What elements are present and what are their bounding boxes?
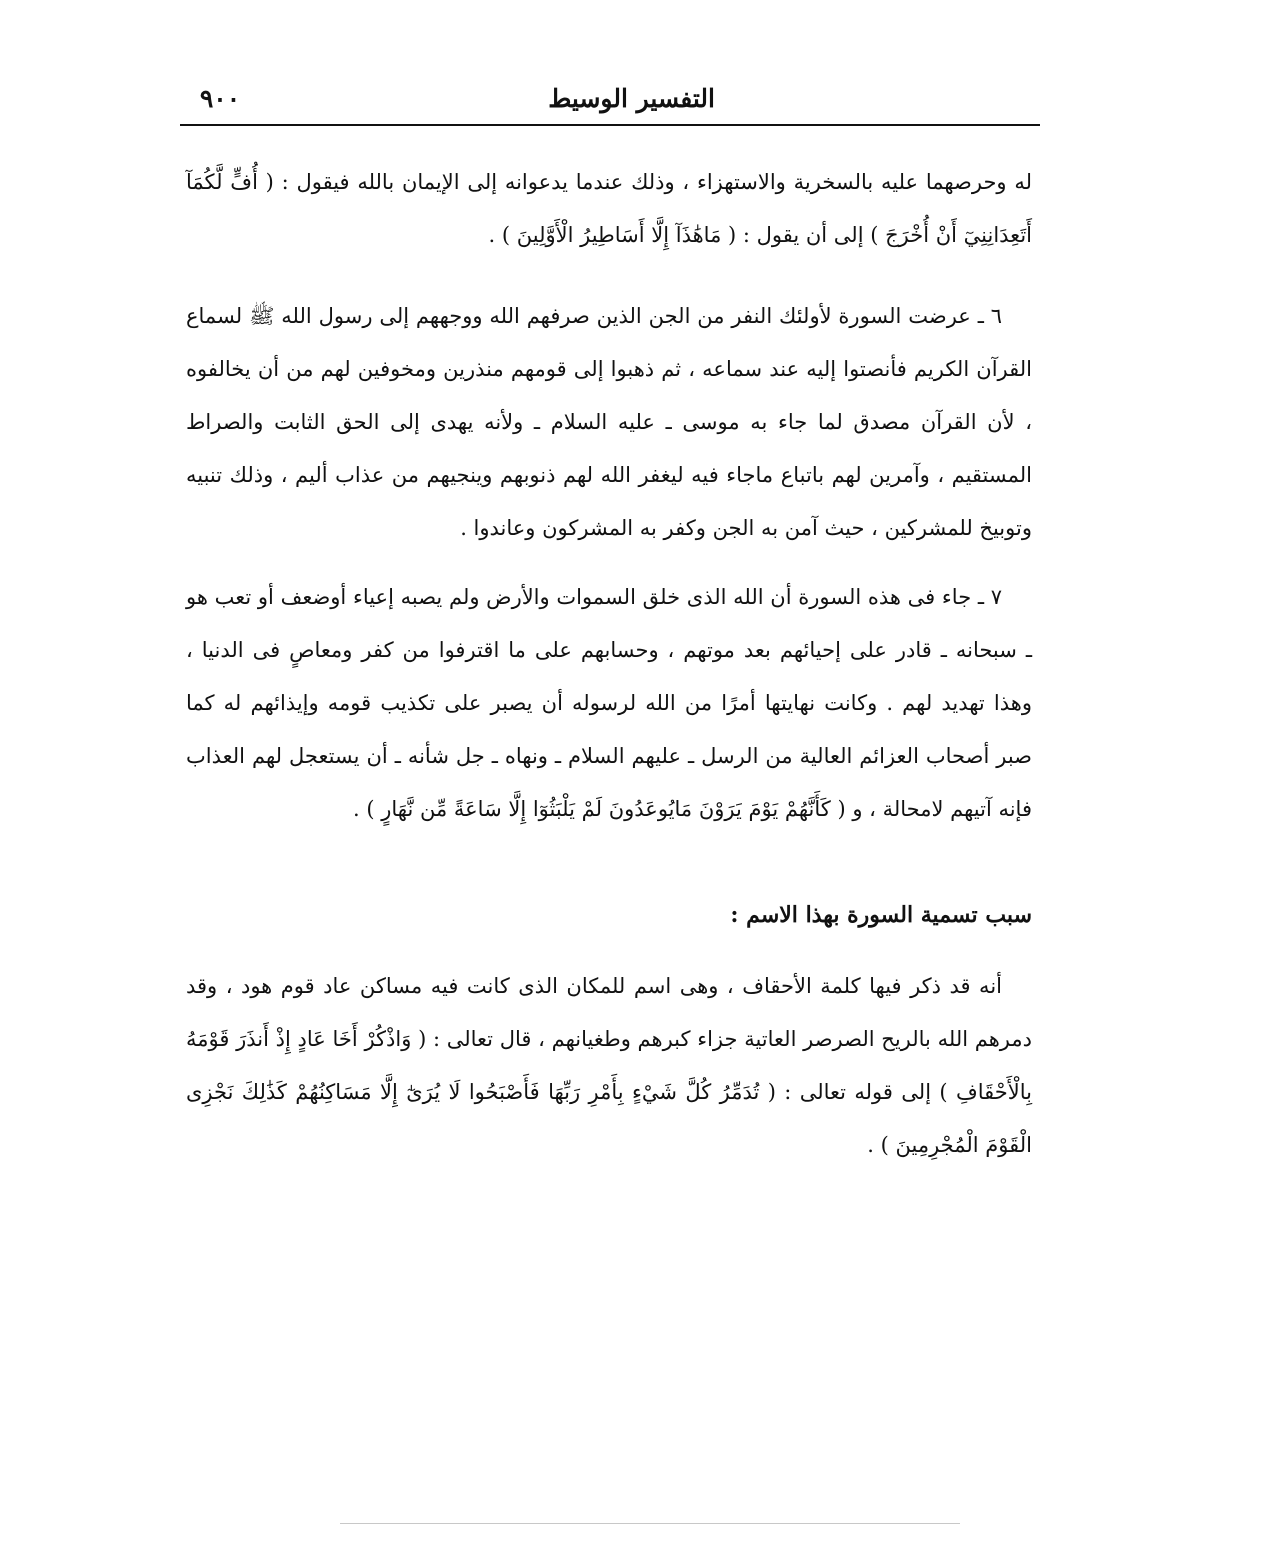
section-heading: سبب تسمية السورة بهذا الاسم : bbox=[730, 902, 1032, 928]
scan-edge-line bbox=[340, 1523, 960, 1524]
paragraph-item-6: ٦ ـ عرضت السورة لأولئك النفر من الجن الذين صرفهم الله ووجههم إلى رسول الله ﷺ لسماع القرآن الكريم فأنصتوا إليه عند سماعه ، ثم ذهبوا إلى قومهم منذرين ومخوفين لهم من أن يخالفوه ، لأن القرآن مصدق لما جاء به موسى ـ عليه السلام ـ ولأنه يهدى إلى الحق الثابت والصراط المستقيم ، وآمرين لهم باتباع ماجاء فيه ليغفر الله لهم ذنوبهم وينجيهم من عذاب أليم ، وذلك تنبيه وتوبيخ للمشركين ، حيث آمن به الجن وكفر به المشركون وعاندوا . bbox=[186, 304, 1032, 540]
page-header bbox=[180, 78, 1040, 124]
header-divider bbox=[180, 124, 1040, 126]
page-number: ٩٠٠ bbox=[199, 84, 241, 113]
naming-paragraph: أنه قد ذكر فيها كلمة الأحقاف ، وهى اسم للمكان الذى كانت فيه مساكن عاد قوم هود ، وقد دمرهم الله بالريح الصرصر العاتية جزاء كبرهم وطغيانهم ، قال تعالى : ( وَاذْكُرْ أَخَا عَادٍ إِذْ أَنذَرَ قَوْمَهُ بِالْأَحْقَافِ ) إلى قوله تعالى : ( تُدَمِّرُ كُلَّ شَيْءٍ بِأَمْرِ رَبِّهَا فَأَصْبَحُوا لَا يُرَىٰٓ إِلَّا مَسَاكِنُهُمْ كَذَٰلِكَ نَجْزِى الْقَوْمَ الْمُجْرِمِينَ ) . bbox=[186, 974, 1032, 1157]
running-title: التفسير الوسيط bbox=[548, 84, 715, 113]
intro-paragraph: له وحرصهما عليه بالسخرية والاستهزاء ، وذلك عندما يدعوانه إلى الإيمان بالله فيقول : ( أُفٍّ لَّكُمَآ أَتَعِدَانِنِيٓ أَنْ أُخْرَجَ ) إلى أن يقول : ( مَاهَٰذَآ إِلَّا أَسَاطِيرُ الْأَوَّلِينَ ) . bbox=[186, 170, 1032, 247]
paragraph-item-7: ٧ ـ جاء فى هذه السورة أن الله الذى خلق السموات والأرض ولم يصبه إعياء أوضعف أو تعب هو ـ سبحانه ـ قادر على إحيائهم بعد موتهم ، وحسابهم على ما اقترفوا من كفر ومعاصٍ فى الدنيا ، وهذا تهديد لهم . وكانت نهايتها أمرًا من الله لرسوله أن يصبر على تكذيب قومه وإيذائهم له كما صبر أصحاب العزائم العالية من الرسل ـ عليهم السلام ـ ونهاه ـ جل شأنه ـ أن يستعجل لهم العذاب فإنه آتيهم لامحالة ، و ( كَأَنَّهُمْ يَوْمَ يَرَوْنَ مَايُوعَدُونَ لَمْ يَلْبَثُوٓا إِلَّا سَاعَةً مِّن نَّهَارٍ ) . bbox=[186, 585, 1032, 821]
